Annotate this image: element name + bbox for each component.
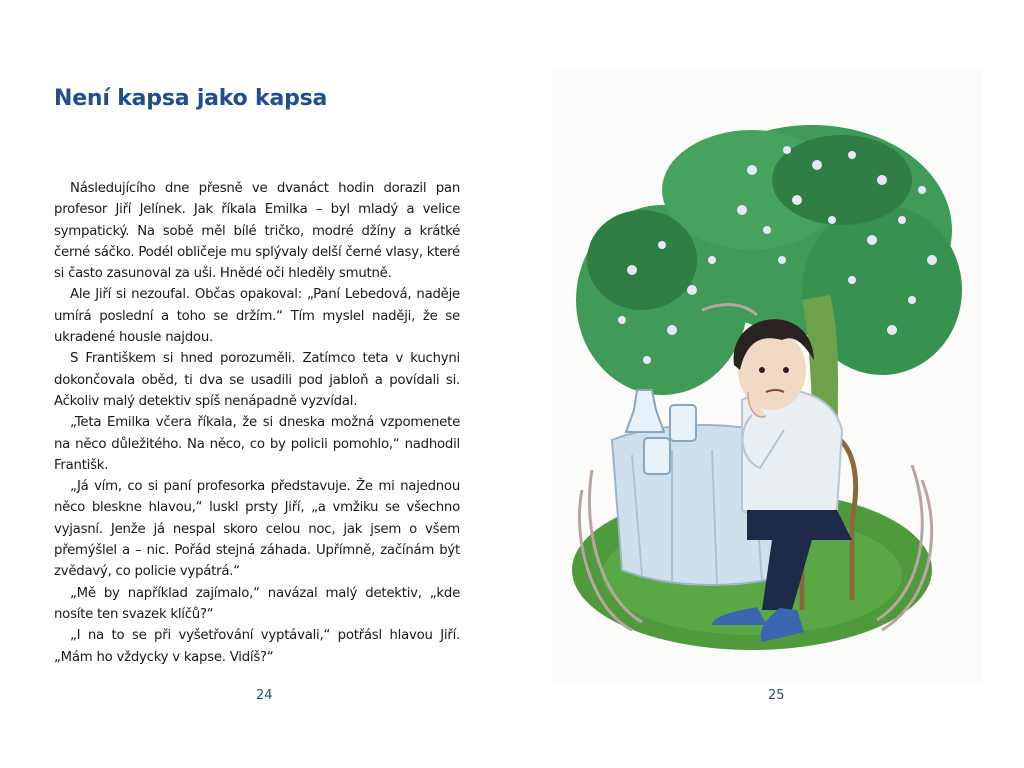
paragraph: „Mě by například zajímalo,“ navázal malý detektiv, „kde nosíte ten svazek klíčů?“ bbox=[54, 585, 460, 622]
paragraph: Ale Jiří si nezoufal. Občas opakoval: „Paní Lebedová, naděje umírá poslední a toho se držím.“ Tím myslel naději, že se ukradené housle najdou. bbox=[54, 287, 460, 346]
paragraph: „I na to se při vyšetřování vyptávali,“ potřásl hlavou Jiří. „Mám ho vždycky v kapse. Vidíš?“ bbox=[54, 628, 460, 665]
paragraph: „Teta Emilka včera říkala, že si dneska možná vzpomenete na něco důležitého. Na něco, co by policii pomohlo,“ nadhodil Františk. bbox=[54, 415, 460, 473]
body-text bbox=[54, 178, 460, 668]
right-page bbox=[512, 0, 1024, 768]
illustration bbox=[552, 70, 982, 682]
page-number-right: 25 bbox=[768, 688, 785, 703]
illustration-boy-under-tree bbox=[552, 70, 982, 682]
paragraph: „Já vím, co si paní profesorka představuje. Že mi najednou něco bleskne hlavou,“ luskl prsty Jiří, „a vmžiku se všechno vyjasní. Jenže já nespal skoro celou noc, jak jsem o všem přemýšlel a – nic. Pořád stejná záhada. Upřímně, začínám být zvědavý, co policie vypátrá.“ bbox=[54, 479, 460, 580]
paragraph: Následujícího dne přesně ve dvanáct hodin dorazil pan profesor Jiří Jelínek. Jak říkala Emilka – byl mladý a velice sympatický. Na sobě měl bílé tričko, modré džíny a krátké černé sáčko. Podél obličeje mu splývaly delší černé vlasy, které si často zasunoval za uši. Hnědé oči hleděly smutně. bbox=[54, 181, 460, 282]
paragraph: S Františkem si hned porozuměli. Zatímco teta v kuchyni dokončovala oběd, ti dva se usadili pod jabloň a povídali si. Ačkoliv malý detektiv spíš nenápadně vyzvídal. bbox=[54, 351, 460, 409]
page-number-left: 24 bbox=[256, 688, 273, 703]
chapter-title: Není kapsa jako kapsa bbox=[54, 86, 328, 111]
